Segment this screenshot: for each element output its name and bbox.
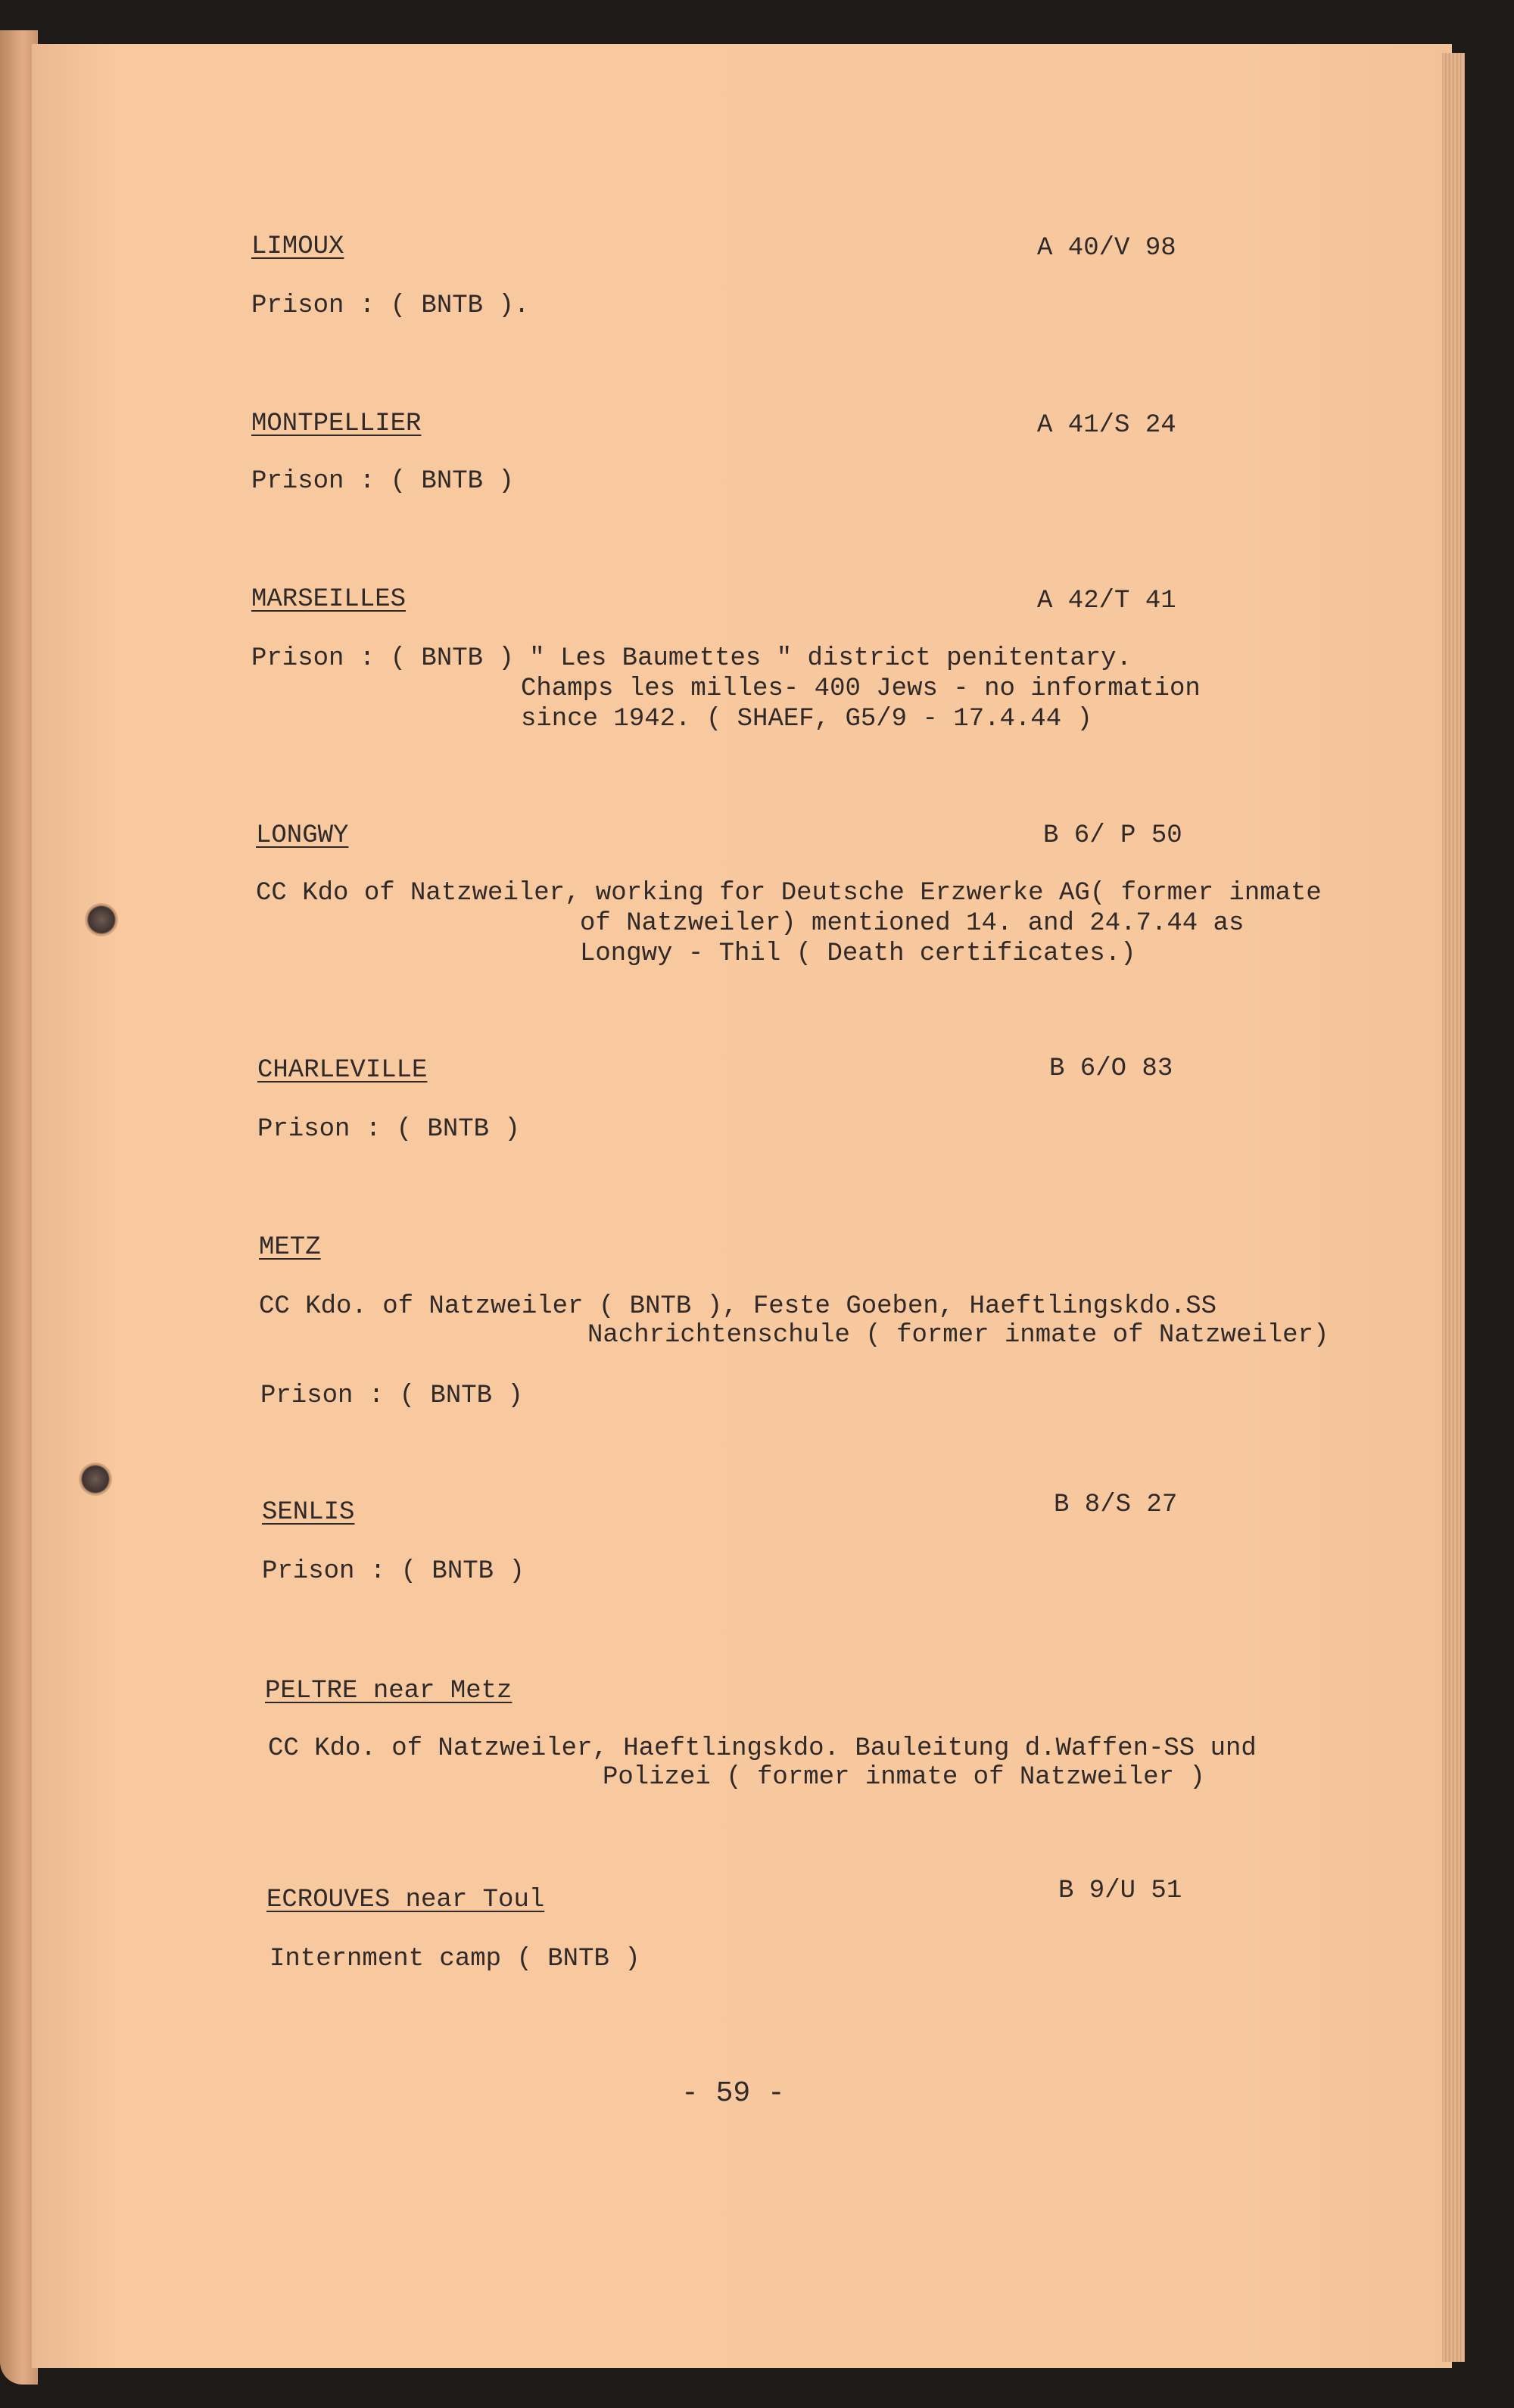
entry-heading: METZ [259,1233,321,1262]
entry-line: Prison : ( BNTB ) [257,1115,520,1144]
entry-line: Prison : ( BNTB ) [260,1382,523,1410]
entry-reference: B 6/O 83 [1049,1054,1173,1083]
entry-line: Longwy - Thil ( Death certificates.) [580,939,1136,968]
entry-line: CC Kdo. of Natzweiler ( BNTB ), Feste Goeben, Haeftlingskdo.SS [259,1292,1217,1321]
entry-line: Prison : ( BNTB ) " Les Baumettes " district penitentary. [251,644,1132,673]
entry-heading: SENLIS [262,1498,355,1527]
entry-line: Prison : ( BNTB ). [251,291,530,320]
document-page [32,44,1452,2368]
entry-heading: LONGWY [256,821,349,850]
punch-hole [79,1463,112,1496]
entry-line: Polizei ( former inmate of Natzweiler ) [603,1763,1205,1792]
entry-line: CC Kdo. of Natzweiler, Haeftlingskdo. Bauleitung d.Waffen-SS und [268,1734,1257,1763]
entry-reference: B 9/U 51 [1058,1877,1182,1905]
entry-heading: LIMOUX [251,232,344,261]
entry-reference: B 8/S 27 [1054,1491,1178,1519]
entry-reference: A 41/S 24 [1037,411,1176,440]
entry-heading: MONTPELLIER [251,410,422,438]
entry-reference: B 6/ P 50 [1043,821,1182,850]
entry-reference: A 40/V 98 [1037,234,1176,263]
entry-reference: A 42/T 41 [1037,587,1176,615]
page-stack-edge [1442,53,1465,2362]
entry-heading: MARSEILLES [251,585,407,614]
entry-line: CC Kdo of Natzweiler, working for Deutsche Erzwerke AG( former inmate [256,879,1322,908]
entry-line: Nachrichtenschule ( former inmate of Natzweiler) [587,1321,1329,1350]
entry-line: since 1942. ( SHAEF, G5/9 - 17.4.44 ) [521,705,1092,734]
entry-line: of Natzweiler) mentioned 14. and 24.7.44 as [580,909,1245,938]
entry-heading: PELTRE near Metz [265,1677,512,1706]
entry-line: Champs les milles- 400 Jews - no information [521,674,1201,703]
punch-hole [85,903,118,936]
entry-line: Internment camp ( BNTB ) [269,1945,640,1973]
page-number: - 59 - [681,2077,785,2110]
entry-heading: CHARLEVILLE [257,1056,428,1085]
entry-line: Prison : ( BNTB ) [251,467,514,496]
entry-line: Prison : ( BNTB ) [262,1557,525,1586]
entry-heading: ECROUVES near Toul [266,1886,545,1914]
